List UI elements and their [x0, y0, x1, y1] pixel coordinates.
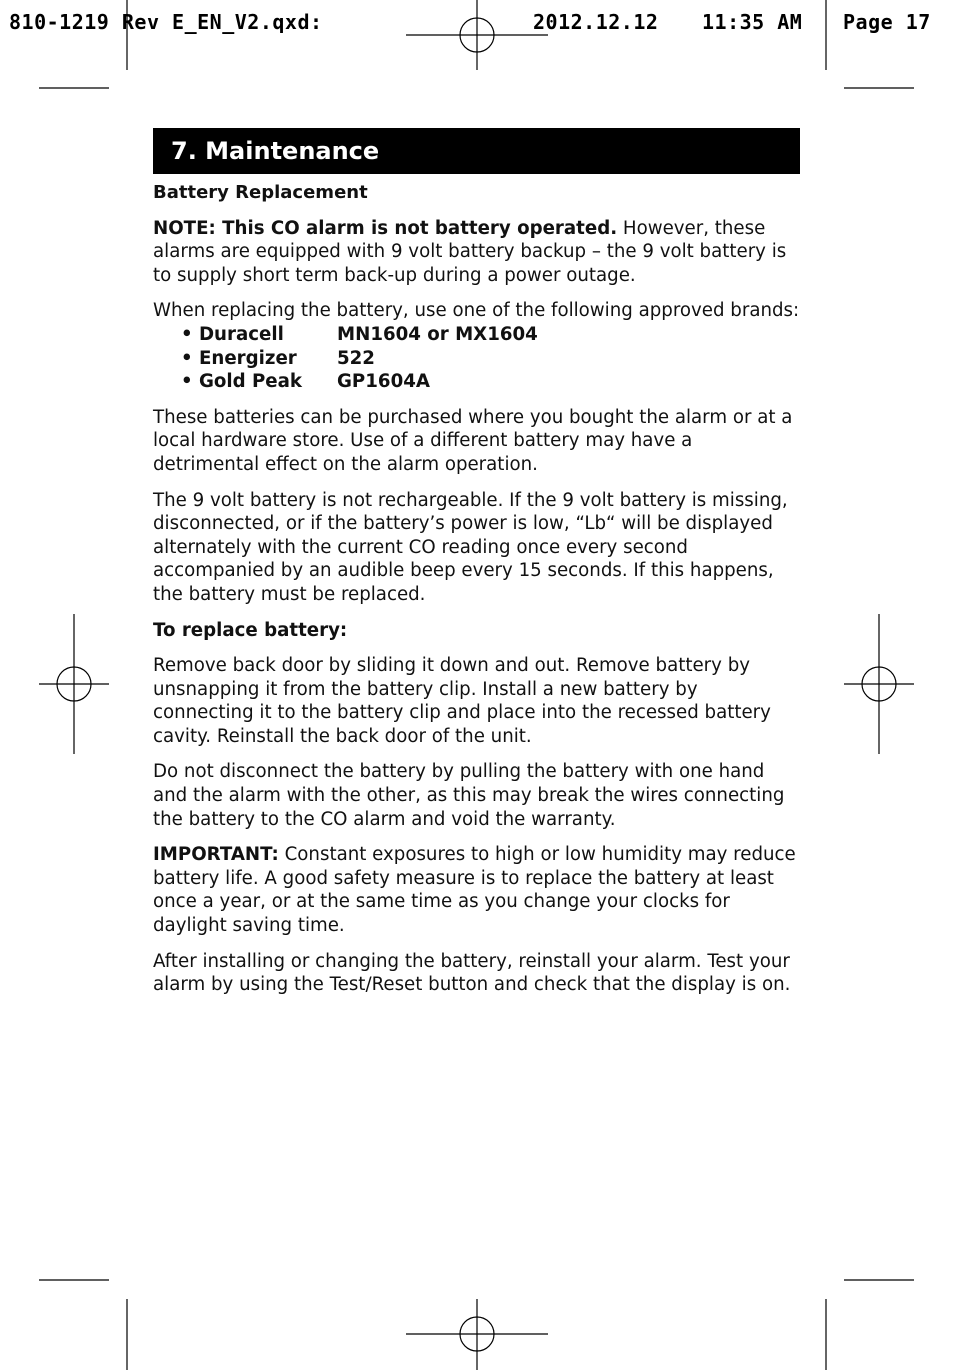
brand-name: • Duracell — [181, 323, 284, 345]
note-paragraph — [153, 217, 800, 288]
brand-name: • Energizer — [181, 347, 297, 369]
important-paragraph — [153, 843, 800, 937]
print-slug — [0, 6, 954, 40]
slug-filename: 810-1219 Rev E_EN_V2.qxd: — [9, 10, 323, 34]
brand-model: GP1604A — [337, 371, 430, 393]
page-content — [153, 128, 800, 997]
brand-model: MN1604 or MX1604 — [337, 323, 538, 345]
disconnect-warning-paragraph: Do not disconnect the battery by pulling the battery with one hand and the alarm with the other, as this may break the wires connecting the battery to the CO alarm and void the warranty. — [153, 761, 785, 830]
note-bold: NOTE: This CO alarm is not battery operated. — [153, 217, 618, 239]
after-install-paragraph: After installing or changing the battery, reinstall your alarm. Test your alarm by using the Test/Reset button and check that the display is on. — [153, 950, 791, 996]
replace-steps-paragraph: Remove back door by sliding it down and out. Remove battery by unsnapping it from the battery clip. Install a new battery by connecting it to the battery clip and place into the recessed battery cavity. Reinstall the back door of the unit. — [153, 655, 771, 747]
slug-time: 11:35 AM — [702, 10, 803, 34]
battery-replacement-heading: Battery Replacement — [153, 182, 368, 203]
brand-item — [153, 370, 800, 394]
purchase-paragraph: These batteries can be purchased where you bought the alarm or at a local hardware store. Use of a different battery may have a detrimental effect on the alarm operation. — [153, 406, 793, 475]
brands-intro: When replacing the battery, use one of the following approved brands: — [153, 300, 800, 322]
replace-battery-heading: To replace battery: — [153, 619, 348, 641]
note-rest: However, these alarms are equipped with 9 volt battery backup – the 9 volt battery is to supply short term back-up during a power outage. — [153, 217, 787, 286]
brand-name: • Gold Peak — [181, 371, 302, 393]
slug-page: Page 17 — [843, 10, 931, 34]
brand-item — [153, 323, 800, 347]
brand-model: 522 — [337, 347, 375, 369]
slug-date: 2012.12.12 — [533, 10, 659, 34]
section-title: 7. Maintenance — [153, 128, 800, 174]
rechargeable-paragraph: The 9 volt battery is not rechargeable. If the 9 volt battery is missing, disconnected, or if the battery’s power is low, “Lb“ will be displayed alternately with the current CO reading once every second accompanied by an audible beep every 15 seconds. If this happens, the battery must be replaced. — [153, 489, 788, 605]
approved-brands-list — [153, 323, 800, 394]
important-rest: Constant exposures to high or low humidity may reduce battery life. A good safety measure is to replace the battery at least once a year, or at the same time as you change your clocks for daylight saving time. — [153, 844, 796, 937]
brand-item — [153, 347, 800, 371]
important-bold: IMPORTANT: — [153, 844, 279, 866]
